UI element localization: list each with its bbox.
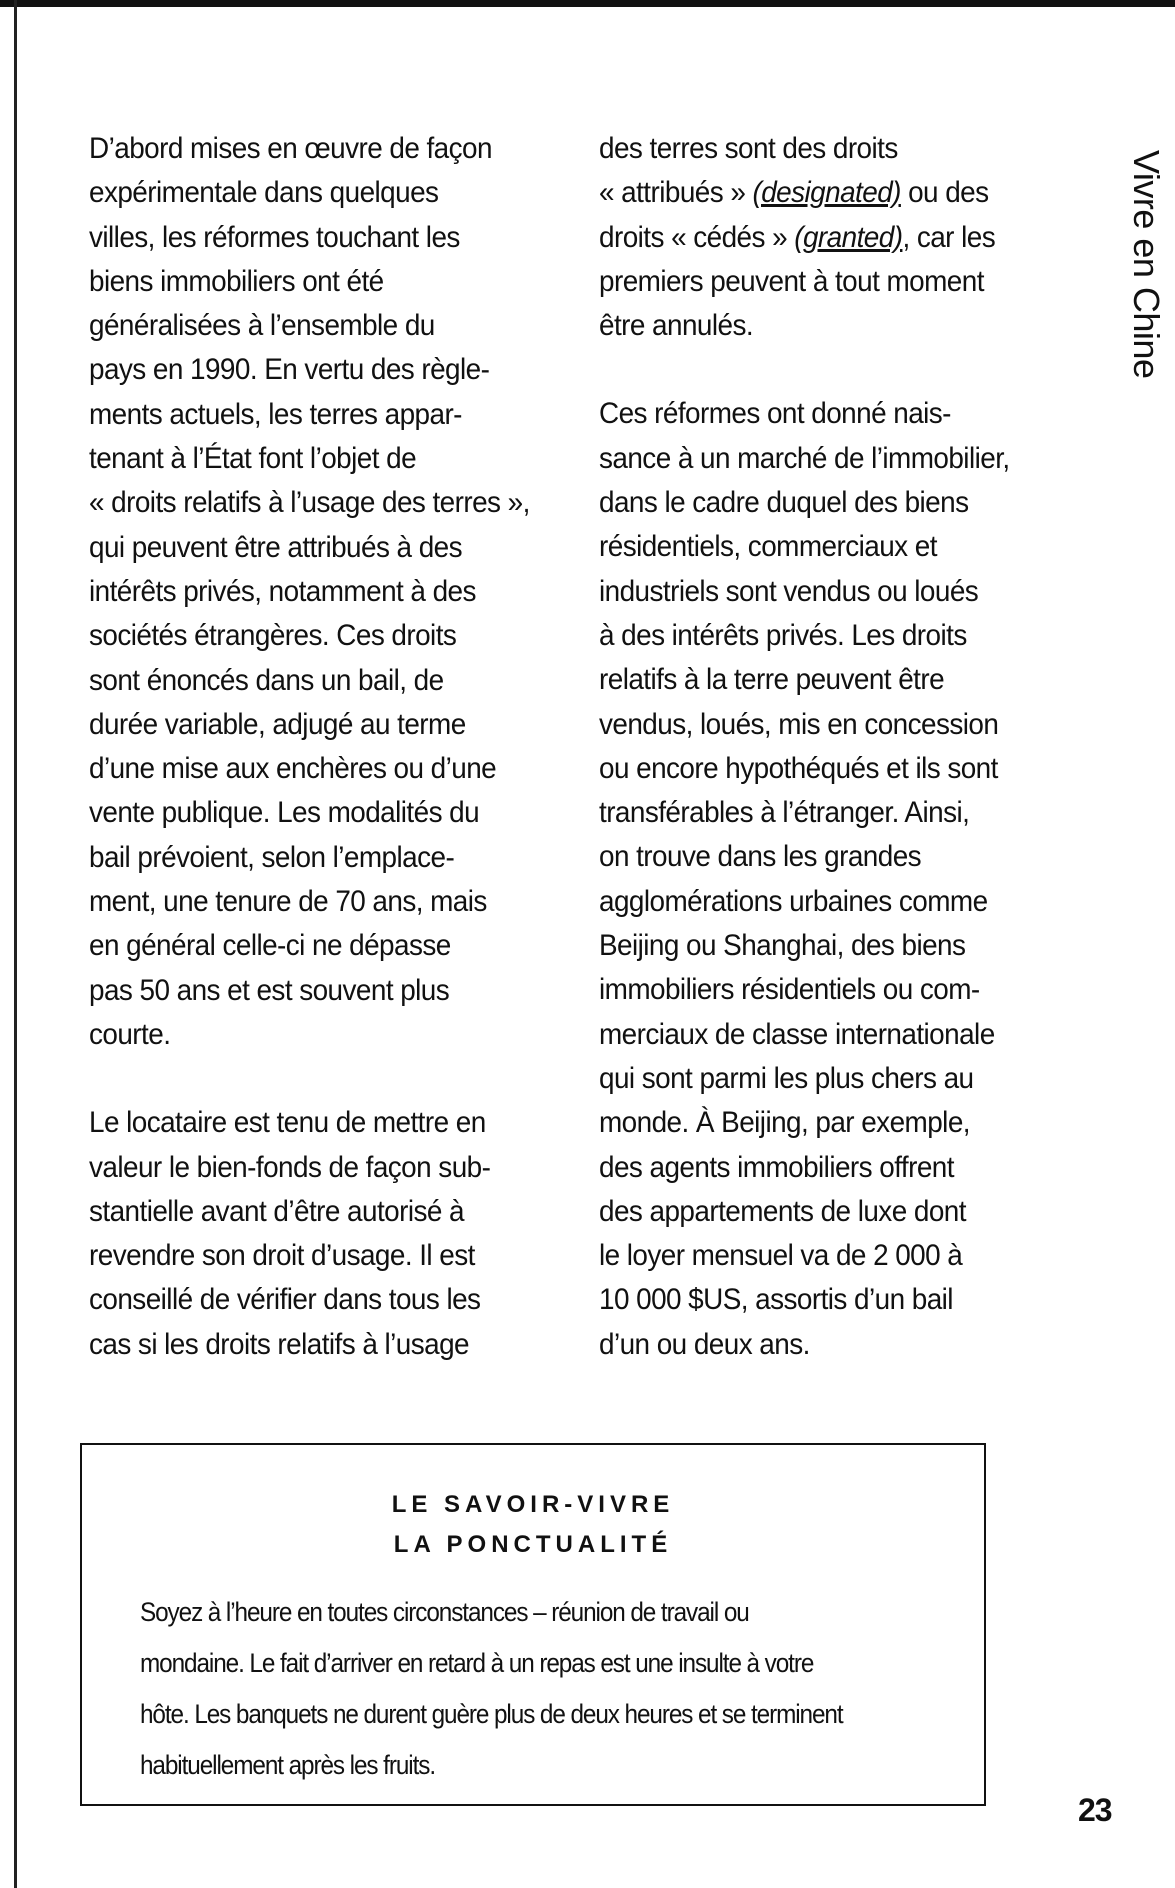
etiquette-box (80, 1443, 986, 1806)
box-heading-line-2: LA PONCTUALITÉ (393, 1531, 673, 1558)
box-heading-line-1: LE SAVOIR-VIVRE (391, 1491, 675, 1518)
box-text: Soyez à l’heure en toutes circonstances – réunion de travail ou mondaine. Le fait d’arriver en retard à un repas est une insulte à votre hôte. Les banquets ne durent guère plus de deux heures et se terminent habituellement après les fruits. (140, 1597, 843, 1780)
term-designated: (designated) (752, 176, 901, 210)
box-heading (82, 1485, 984, 1565)
term-granted: (granted) (794, 220, 903, 254)
left-column (89, 127, 535, 1411)
right-paragraph-2: Ces réformes ont donné nais- sance à un marché de l’immobilier, dans le cadre duquel des biens résidentiels, commerciaux et industriels sont vendus ou loués à des intérêts privés. Les droits relatifs à la terre peuvent être vendus, loués, mis en concession ou encore hypothéqués et ils sont transférables à l’étranger. Ainsi, on trouve dans les grandes agglomérations urbaines comme Beijing ou Shanghai, des biens immobiliers résidentiels ou com- merciaux de classe internationale qui sont parmi les plus chers au monde. À Beijing, par exemple, des agents immobiliers offrent des appartements de luxe dont le loyer mensuel va de 2 000 à 10 000 $US, assortis d’un bail d’un ou deux ans. (599, 397, 1010, 1361)
right-paragraph-1 (599, 127, 1045, 348)
page-number: 23 (1078, 1792, 1112, 1828)
top-border (0, 0, 1175, 7)
right-paragraph-1-text-c: , car les premiers peuvent à tout moment être annulés. (599, 220, 996, 343)
right-column (599, 127, 1045, 1411)
right-paragraph-1-text-a: des terres sont des droits « attribués » (599, 132, 898, 210)
right-paragraph-1-text-b: ou des droits « cédés » (599, 176, 989, 254)
side-title-text: Vivre en Chine (1126, 150, 1167, 379)
left-paragraph-1: D’abord mises en œuvre de façon expérimentale dans quelques villes, les réformes touchant les biens immobiliers ont été généralisées à l’ensemble du pays en 1990. En vertu des règle- ments actuels, les terres appar- tenant à l’État font l’objet de « droits relatifs à l’usage des terres », qui peuvent être attribués à des intérêts privés, notamment à des sociétés étrangères. Ces droits sont énoncés dans un bail, de durée variable, adjugé au terme d’une mise aux enchères ou d’une vente publique. Les modalités du bail prévoient, selon l’emplace- ment, une tenure de 70 ans, mais en général celle-ci ne dépasse pas 50 ans et est souvent plus courte. (89, 132, 530, 1051)
running-header (1075, 150, 1167, 400)
left-paragraph-2: Le locataire est tenu de mettre en valeur le bien-fonds de façon sub- stantielle avant d’être autorisé à revendre son droit d’usage. Il est conseillé de vérifier dans tous les cas si les droits relatifs à l’usage (89, 1106, 491, 1361)
left-border (14, 0, 17, 1888)
